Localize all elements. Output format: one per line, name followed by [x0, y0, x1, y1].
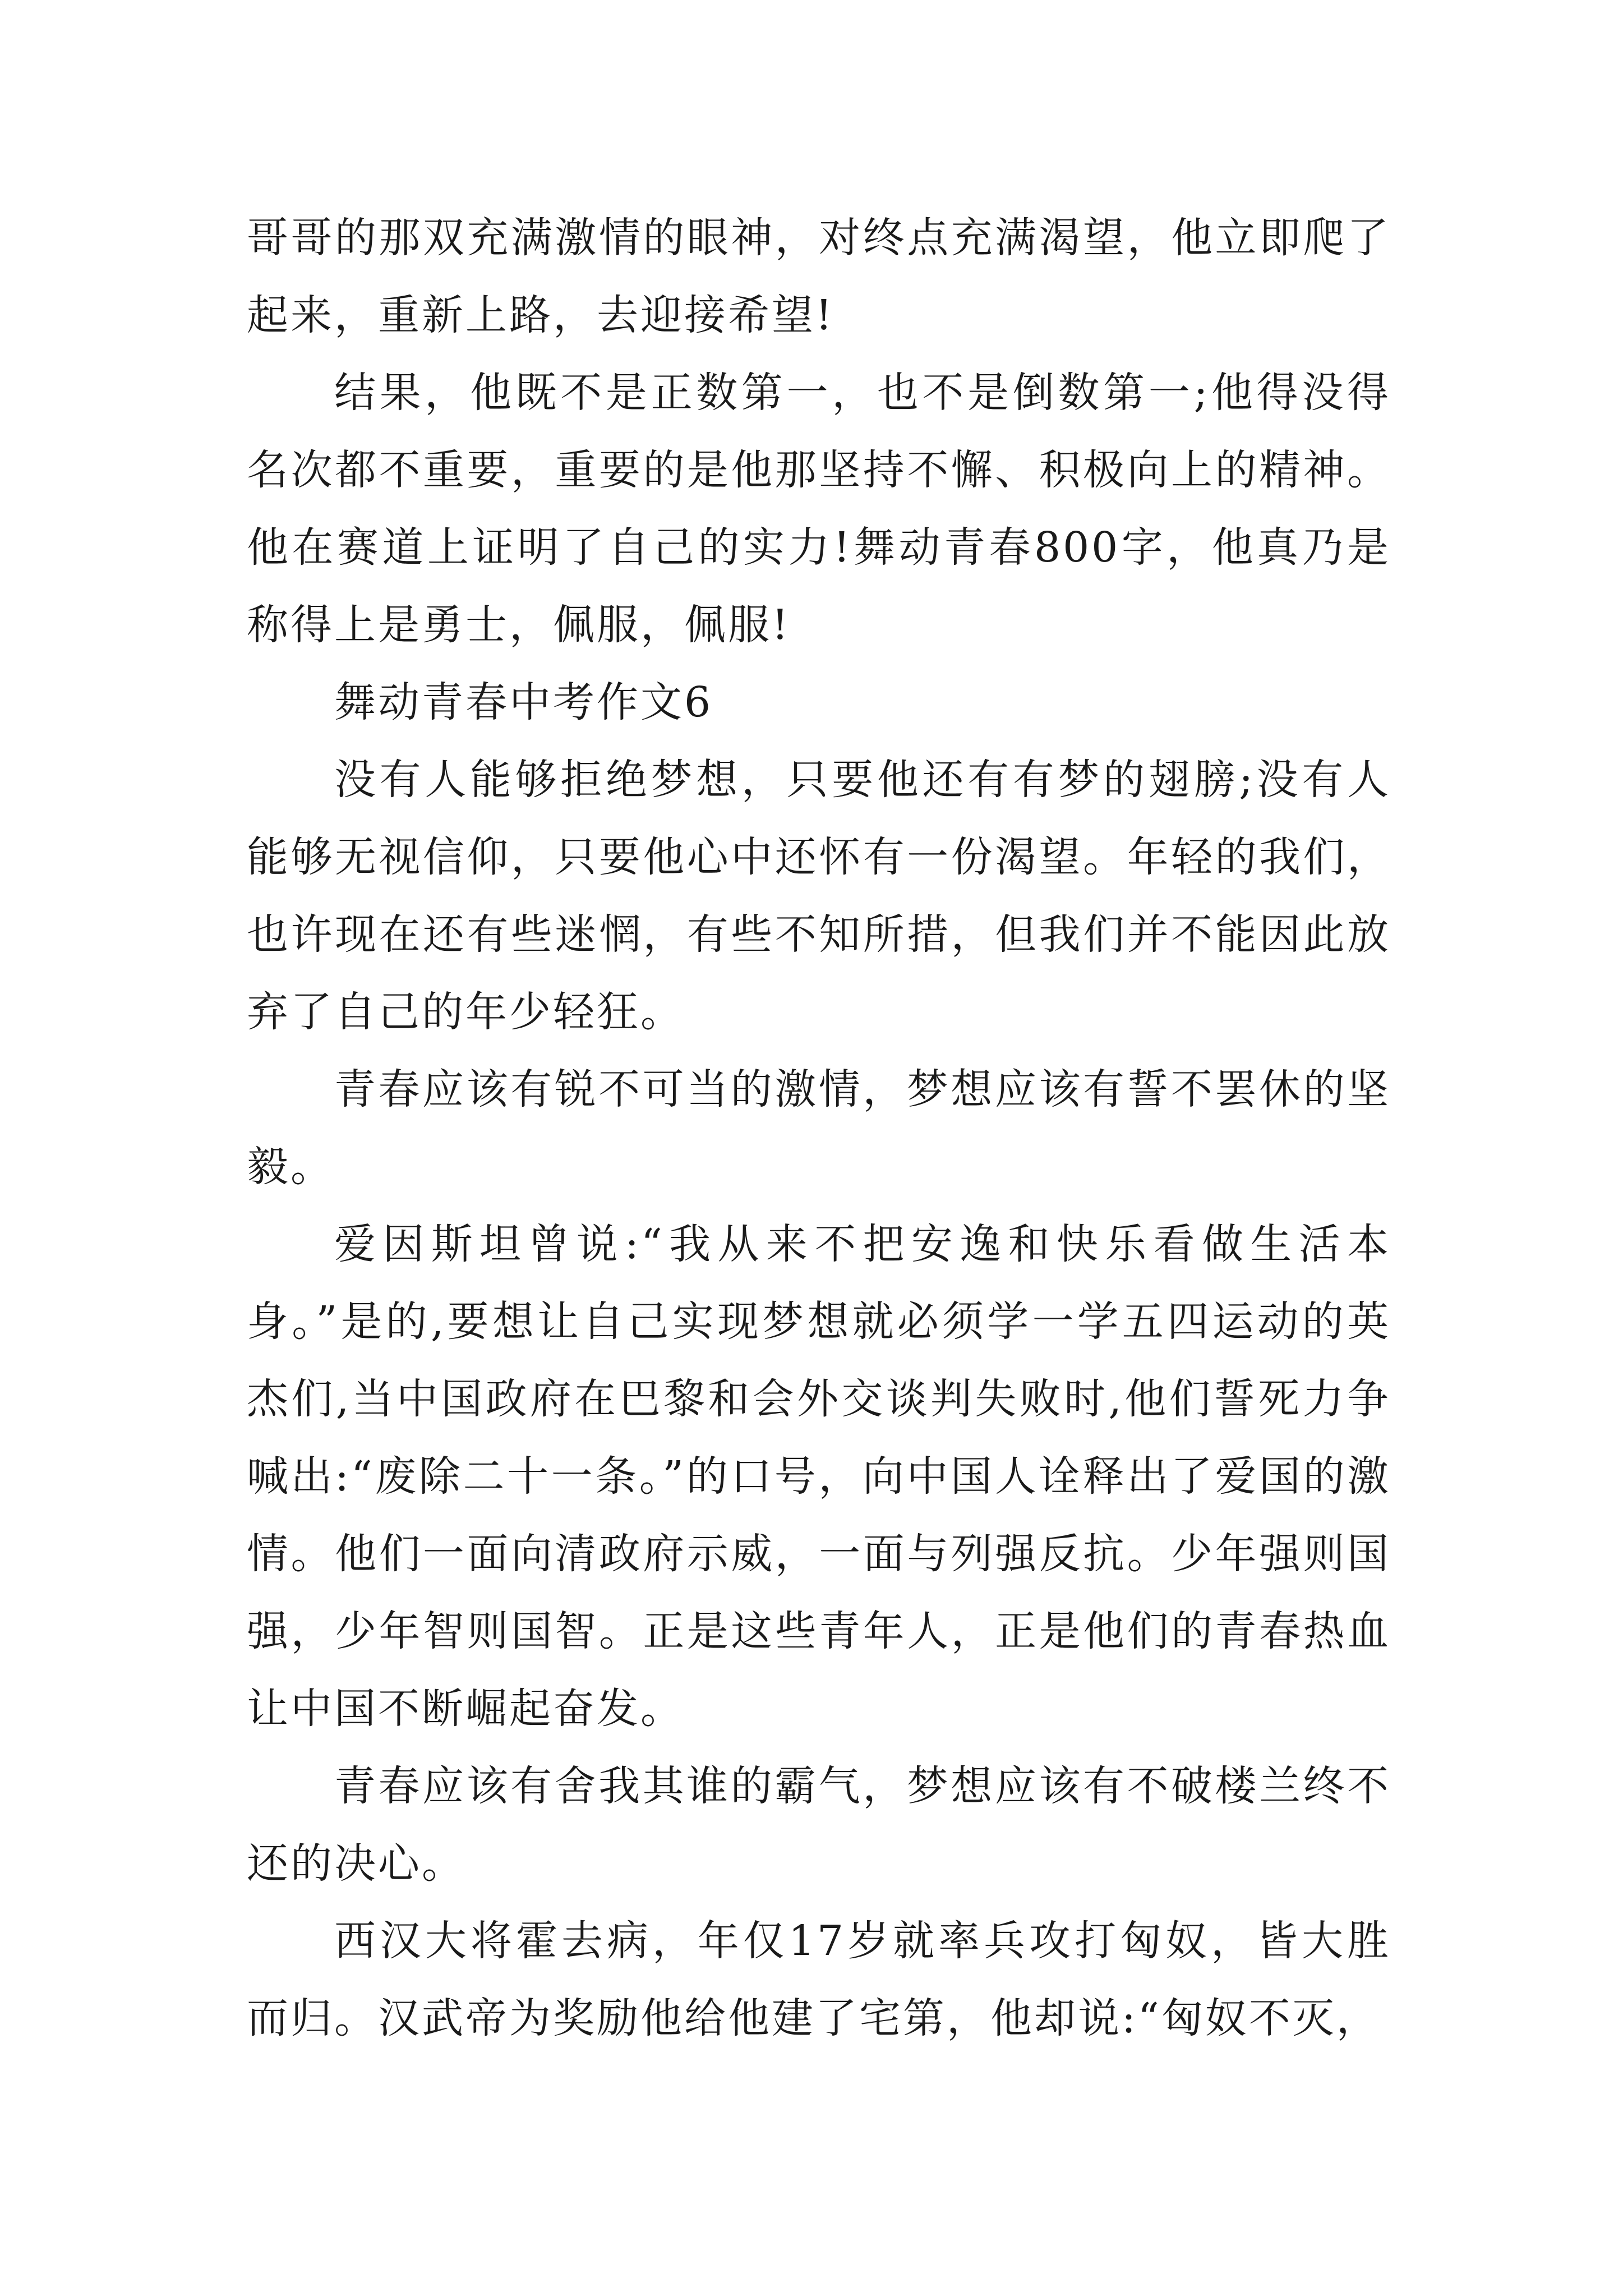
paragraph: 结果，他既不是正数第一，也不是倒数第一;他得没得名次都不重要，重要的是他那坚持不懈、积极向上的精神。他在赛道上证明了自己的实力!舞动青春800字，他真乃是称得上是勇士，佩服，佩服!: [247, 369, 1391, 649]
paragraph: 西汉大将霍去病，年仅17岁就率兵攻打匈奴，皆大胜而归。汉武帝为奖励他给他建了宅第，他却说:“匈奴不灭，: [247, 1917, 1391, 2042]
paragraph: 爱因斯坦曾说:“我从来不把安逸和快乐看做生活本身。”是的,要想让自己实现梦想就必须学一学五四运动的英杰们,当中国政府在巴黎和会外交谈判失败时,他们誓死力争喊出:“废除二十一条。”的口号，向中国人诠释出了爱国的激情。他们一面向清政府示威，一面与列强反抗。少年强则国强，少年智则国智。正是这些青年人，正是他们的青春热血让中国不断崛起奋发。: [247, 1220, 1391, 1733]
paragraph: 青春应该有舍我其谁的霸气，梦想应该有不破楼兰终不还的决心。: [247, 1762, 1391, 1888]
paragraph-continuation: 哥哥的那双充满激情的眼神，对终点充满渴望，他立即爬了起来，重新上路，去迎接希望!: [247, 214, 1391, 339]
paragraph: 没有人能够拒绝梦想，只要他还有有梦的翅膀;没有人能够无视信仰，只要他心中还怀有一份渴望。年轻的我们，也许现在还有些迷惘，有些不知所措，但我们并不能因此放弃了自己的年少轻狂。: [247, 756, 1391, 1036]
document-body: [247, 199, 1391, 2057]
paragraph: 青春应该有锐不可当的激情，梦想应该有誓不罢休的坚毅。: [247, 1065, 1391, 1191]
section-heading: 舞动青春中考作文6: [334, 678, 713, 726]
